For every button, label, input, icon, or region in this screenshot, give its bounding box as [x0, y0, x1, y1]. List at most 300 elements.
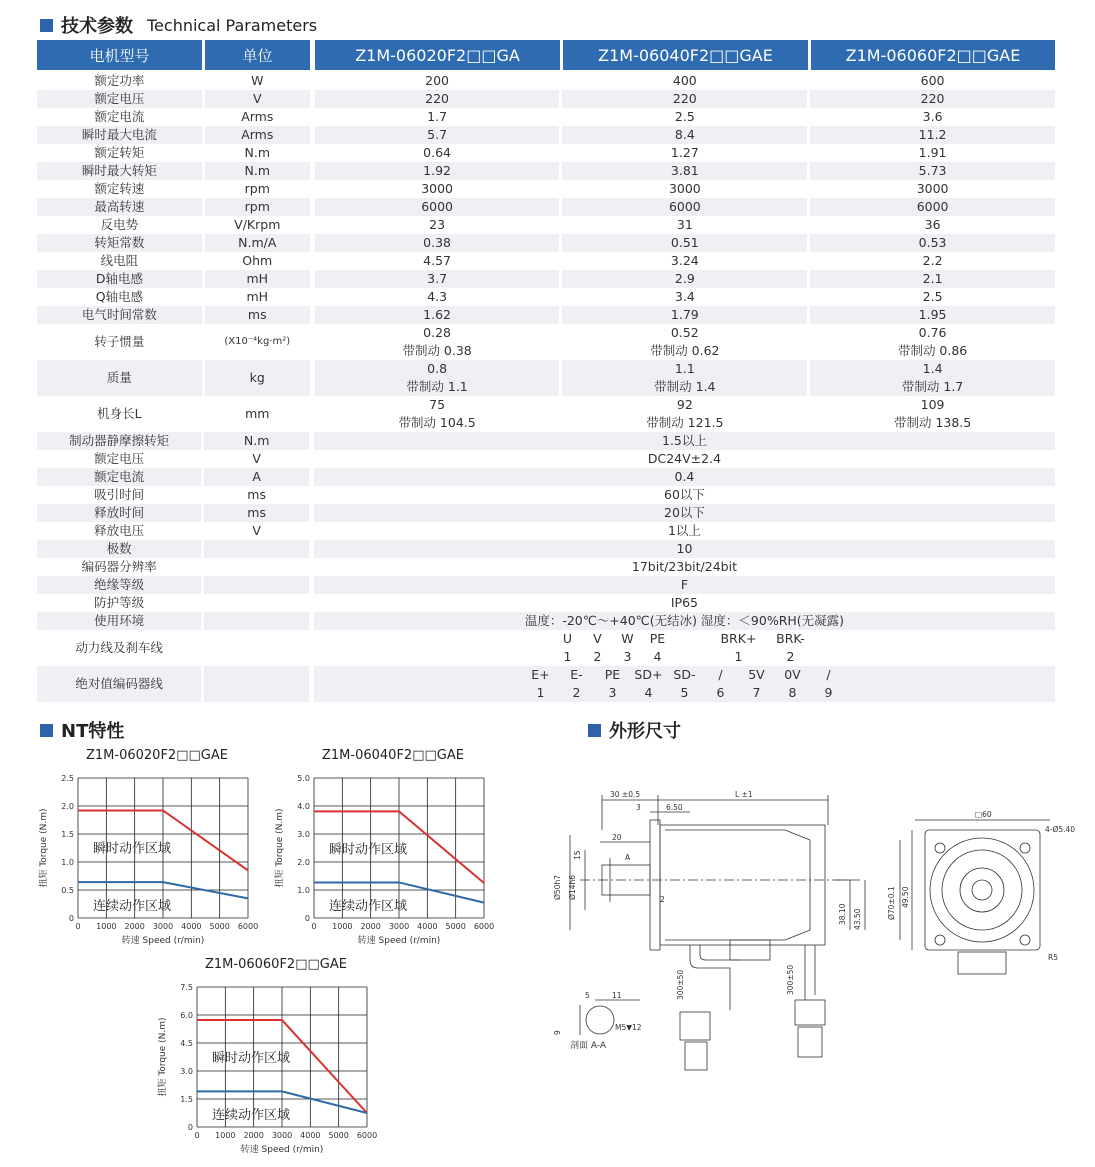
param-value: 3.7 [315, 270, 560, 288]
param-value: 0.64 [315, 144, 560, 162]
param-value: 36 [810, 216, 1055, 234]
param-name: Q轴电感 [37, 288, 202, 306]
table-row [37, 522, 1055, 540]
param-unit: W [205, 72, 310, 90]
param-name: 最高转速 [37, 198, 202, 216]
param-value [810, 360, 1055, 396]
y-tick-label: 6.0 [180, 1011, 193, 1020]
table-row [37, 306, 1055, 324]
svg-text:L ±1: L ±1 [735, 790, 753, 799]
param-name: 释放电压 [37, 522, 201, 540]
param-unit: N.m/A [205, 234, 310, 252]
x-tick-label: 2000 [360, 922, 380, 931]
zone-label-peak: 瞬时动作区域 [93, 840, 171, 856]
param-unit: mH [205, 288, 310, 306]
param-value: 2.5 [562, 108, 807, 126]
pin-label: V [582, 630, 612, 648]
title-en: Technical Parameters [147, 16, 317, 35]
y-tick-label: 4.5 [180, 1039, 193, 1048]
x-tick-label: 4000 [181, 922, 201, 931]
param-value: 3.81 [562, 162, 807, 180]
param-value [562, 324, 807, 360]
param-unit: N.m [204, 432, 309, 450]
param-value: 1.7 [315, 108, 560, 126]
param-value: 1.27 [562, 144, 807, 162]
y-tick-label: 2.0 [297, 858, 310, 867]
zone-label-continuous: 连续动作区域 [93, 898, 171, 914]
front-view [900, 820, 1050, 974]
chart-svg [272, 768, 500, 958]
svg-text:30 ±0.5: 30 ±0.5 [610, 790, 640, 799]
table-row [37, 360, 1055, 396]
svg-text:43.50: 43.50 [853, 908, 862, 930]
param-name: 吸引时间 [37, 486, 201, 504]
dimension-drawing [540, 780, 1080, 1080]
y-tick-label: 2.0 [61, 802, 74, 811]
param-value [810, 396, 1055, 432]
param-unit: ms [204, 486, 309, 504]
svg-text:Ø70±0.1: Ø70±0.1 [887, 886, 896, 920]
pin-map [314, 630, 1055, 666]
table-row [37, 432, 1055, 450]
pin-number: 8 [774, 684, 810, 702]
chart-svg [36, 768, 264, 958]
param-unit: kg [205, 360, 310, 396]
param-value: 4.3 [315, 288, 560, 306]
param-value-shared: DC24V±2.4 [314, 450, 1055, 468]
param-name: 额定功率 [37, 72, 202, 90]
x-tick-label: 1000 [332, 922, 352, 931]
table-row [37, 486, 1055, 504]
pin-label: / [810, 666, 846, 684]
y-axis-label: 扭矩 Torque (N.m) [156, 1017, 168, 1096]
y-tick-label: 5.0 [297, 774, 310, 783]
pin-label: / [702, 666, 738, 684]
pin-label: 5V [738, 666, 774, 684]
table-row [37, 162, 1055, 180]
svg-text:3: 3 [636, 803, 641, 812]
x-tick-label: 2000 [124, 922, 144, 931]
pin-row [552, 648, 816, 666]
pin-number: 7 [738, 684, 774, 702]
pin-number: 1 [522, 684, 558, 702]
table-row [37, 612, 1055, 630]
nt-chart-06020 [36, 746, 264, 956]
param-value: 11.2 [810, 126, 1055, 144]
param-name: 质量 [37, 360, 202, 396]
svg-text:300±50: 300±50 [676, 970, 685, 1000]
value-main: 0.76 [919, 324, 947, 342]
zone-label-continuous: 连续动作区域 [329, 898, 407, 914]
x-tick-label: 4000 [417, 922, 437, 931]
table-row [37, 540, 1055, 558]
param-unit: N.m [205, 144, 310, 162]
svg-text:5: 5 [585, 991, 590, 1000]
param-value: 0.51 [562, 234, 807, 252]
x-tick-label: 5000 [328, 1131, 348, 1140]
svg-text:9: 9 [553, 1030, 562, 1035]
x-tick-label: 1000 [96, 922, 116, 931]
param-name: 瞬时最大转矩 [37, 162, 202, 180]
pin-number: 3 [612, 648, 642, 666]
param-name: 制动器静摩擦转矩 [37, 432, 201, 450]
param-value: 3.4 [562, 288, 807, 306]
param-name: D轴电感 [37, 270, 202, 288]
param-unit [204, 594, 309, 612]
y-axis-label: 扭矩 Torque (N.m) [273, 808, 285, 887]
pin-label: PE [594, 666, 630, 684]
col-model-2: Z1M-06040F2□□GAE [563, 40, 808, 70]
x-axis-label: 转速 Speed (r/min) [358, 934, 441, 946]
param-value: 6000 [562, 198, 807, 216]
table-row [37, 72, 1055, 90]
col-model-3: Z1M-06060F2□□GAE [811, 40, 1055, 70]
pin-label: PE [642, 630, 672, 648]
param-value: 6000 [315, 198, 560, 216]
table-row [37, 108, 1055, 126]
param-name: 额定转速 [37, 180, 202, 198]
table-row [37, 234, 1055, 252]
param-value-shared: 0.4 [314, 468, 1055, 486]
table-row [37, 450, 1055, 468]
chart-title: Z1M-06020F2□□GAE [86, 748, 228, 763]
svg-text:□60: □60 [975, 810, 992, 819]
param-value-shared: F [314, 576, 1055, 594]
param-unit: V [204, 450, 309, 468]
param-unit: rpm [205, 180, 310, 198]
param-value: 3000 [315, 180, 560, 198]
pin-number: 4 [642, 648, 672, 666]
x-tick-label: 0 [311, 922, 316, 931]
param-value: 2.5 [810, 288, 1055, 306]
table-row [37, 216, 1055, 234]
chart-title: Z1M-06040F2□□GAE [322, 748, 464, 763]
param-value [315, 324, 560, 360]
table-row [37, 324, 1055, 360]
y-tick-label: 4.0 [297, 802, 310, 811]
param-value: 2.9 [562, 270, 807, 288]
param-value-shared: 温度：-20℃～+40℃(无结冰) 湿度：＜90%RH(无凝露) [314, 612, 1055, 630]
value-brake: 带制动 1.7 [902, 378, 963, 396]
param-value: 400 [562, 72, 807, 90]
table-row [37, 126, 1055, 144]
value-main: 1.4 [923, 360, 943, 378]
x-tick-label: 2000 [243, 1131, 263, 1140]
param-value: 3.6 [810, 108, 1055, 126]
pin-number: 6 [702, 684, 738, 702]
param-value: 600 [810, 72, 1055, 90]
title-cn: 技术参数 [61, 12, 133, 38]
dims-title-text: 外形尺寸 [609, 717, 681, 743]
param-unit: V/Krpm [205, 216, 310, 234]
svg-text:11: 11 [612, 991, 622, 1000]
table-row [37, 504, 1055, 522]
param-unit [204, 540, 309, 558]
table-row [37, 576, 1055, 594]
value-brake: 带制动 0.62 [650, 342, 719, 360]
pin-label: BRK- [764, 630, 816, 648]
table-row [37, 198, 1055, 216]
param-value: 220 [810, 90, 1055, 108]
spec-table-header [37, 40, 1055, 70]
svg-text:300±50: 300±50 [786, 965, 795, 995]
zone-label-peak: 瞬时动作区域 [212, 1050, 290, 1066]
y-tick-label: 2.5 [61, 774, 74, 783]
section-marker [40, 19, 53, 32]
x-tick-label: 5000 [445, 922, 465, 931]
spec-table-body [37, 72, 1055, 702]
svg-text:49.50: 49.50 [901, 886, 910, 908]
param-unit [204, 576, 309, 594]
y-tick-label: 0 [188, 1123, 193, 1132]
param-value: 3000 [562, 180, 807, 198]
param-value-shared: 60以下 [314, 486, 1055, 504]
param-value: 1.79 [562, 306, 807, 324]
param-unit [204, 666, 309, 702]
svg-text:R5: R5 [1048, 953, 1058, 962]
param-name: 使用环境 [37, 612, 201, 630]
param-name: 额定电流 [37, 468, 201, 486]
pin-label: U [552, 630, 582, 648]
param-value [562, 360, 807, 396]
x-tick-label: 4000 [300, 1131, 320, 1140]
pin-number: 1 [712, 648, 764, 666]
param-unit: (X10⁻⁴kg·m²) [205, 324, 310, 360]
dims-title [588, 717, 681, 743]
param-unit [204, 630, 309, 666]
param-name: 绝对值编码器线 [37, 666, 201, 702]
svg-text:剖面 A-A: 剖面 A-A [570, 1039, 607, 1051]
pin-label [672, 630, 712, 648]
x-axis-label: 转速 Speed (r/min) [241, 1143, 324, 1155]
param-value: 3.24 [562, 252, 807, 270]
param-name: 释放时间 [37, 504, 201, 522]
param-value [562, 396, 807, 432]
param-value: 1.95 [810, 306, 1055, 324]
nt-title [40, 717, 124, 743]
pin-label: W [612, 630, 642, 648]
param-value: 220 [315, 90, 560, 108]
x-tick-label: 0 [194, 1131, 199, 1140]
col-model: 电机型号 [37, 40, 202, 70]
param-unit: N.m [205, 162, 310, 180]
svg-text:2: 2 [660, 895, 665, 904]
table-row [37, 90, 1055, 108]
value-brake: 带制动 1.1 [406, 378, 467, 396]
param-value: 0.38 [315, 234, 560, 252]
param-unit [204, 612, 309, 630]
pin-label: 0V [774, 666, 810, 684]
svg-text:M5▼12: M5▼12 [615, 1023, 642, 1032]
param-unit: V [205, 90, 310, 108]
svg-text:15: 15 [573, 850, 582, 860]
value-brake: 带制动 138.5 [894, 414, 971, 432]
section-marker [588, 724, 601, 737]
param-name: 反电势 [37, 216, 202, 234]
y-tick-label: 1.0 [61, 858, 74, 867]
pin-number: 2 [558, 684, 594, 702]
param-unit [204, 558, 309, 576]
param-name: 转矩常数 [37, 234, 202, 252]
y-tick-label: 1.5 [61, 830, 74, 839]
pin-number [672, 648, 712, 666]
pin-number: 1 [552, 648, 582, 666]
x-tick-label: 6000 [238, 922, 258, 931]
table-row-encoder_line [37, 666, 1055, 702]
param-value-shared: 17bit/23bit/24bit [314, 558, 1055, 576]
param-unit: Arms [205, 126, 310, 144]
pin-label: E+ [522, 666, 558, 684]
param-name: 动力线及刹车线 [37, 630, 201, 666]
param-unit: mm [205, 396, 310, 432]
param-unit: ms [205, 306, 310, 324]
table-row [37, 288, 1055, 306]
x-tick-label: 1000 [215, 1131, 235, 1140]
param-name: 防护等级 [37, 594, 201, 612]
param-unit: Ohm [205, 252, 310, 270]
svg-text:6.50: 6.50 [666, 803, 683, 812]
param-name: 线电阻 [37, 252, 202, 270]
x-tick-label: 0 [75, 922, 80, 931]
param-value: 220 [562, 90, 807, 108]
param-value: 8.4 [562, 126, 807, 144]
nt-chart-06040 [272, 746, 500, 956]
pin-number: 5 [666, 684, 702, 702]
param-value: 1.91 [810, 144, 1055, 162]
table-row [37, 396, 1055, 432]
param-name: 极数 [37, 540, 201, 558]
value-main: 1.1 [675, 360, 695, 378]
y-tick-label: 3.0 [297, 830, 310, 839]
param-value: 2.2 [810, 252, 1055, 270]
x-axis-label: 转速 Speed (r/min) [122, 934, 205, 946]
param-value: 5.7 [315, 126, 560, 144]
x-tick-label: 3000 [389, 922, 409, 931]
param-name: 额定电压 [37, 450, 201, 468]
value-brake: 带制动 0.86 [898, 342, 967, 360]
param-value-shared: 1以上 [314, 522, 1055, 540]
pin-row [522, 666, 846, 684]
param-value-shared: 10 [314, 540, 1055, 558]
nt-title-text: NT特性 [61, 717, 124, 743]
table-row [37, 252, 1055, 270]
param-value: 23 [315, 216, 560, 234]
pin-row [522, 684, 846, 702]
param-value-shared: 1.5以上 [314, 432, 1055, 450]
param-name: 编码器分辨率 [37, 558, 201, 576]
table-row [37, 270, 1055, 288]
y-tick-label: 0 [305, 914, 310, 923]
section-marker [40, 724, 53, 737]
pin-label: SD- [666, 666, 702, 684]
value-main: 109 [921, 396, 945, 414]
pin-number: 2 [582, 648, 612, 666]
pin-number: 9 [810, 684, 846, 702]
pin-label: E- [558, 666, 594, 684]
value-brake: 带制动 0.38 [402, 342, 471, 360]
svg-text:38.10: 38.10 [838, 903, 847, 925]
param-value-shared: 20以下 [314, 504, 1055, 522]
param-value: 4.57 [315, 252, 560, 270]
table-row [37, 180, 1055, 198]
param-value [315, 360, 560, 396]
param-value: 3000 [810, 180, 1055, 198]
x-tick-label: 3000 [272, 1131, 292, 1140]
value-brake: 带制动 104.5 [398, 414, 475, 432]
value-main: 75 [429, 396, 445, 414]
param-value [315, 396, 560, 432]
pin-row [552, 630, 816, 648]
param-unit: rpm [205, 198, 310, 216]
nt-chart-06060 [155, 955, 383, 1165]
table-row [37, 594, 1055, 612]
x-tick-label: 5000 [209, 922, 229, 931]
param-value: 1.92 [315, 162, 560, 180]
param-name: 转子惯量 [37, 324, 202, 360]
param-value: 200 [315, 72, 560, 90]
value-main: 0.8 [427, 360, 447, 378]
zone-label-continuous: 连续动作区域 [212, 1107, 290, 1123]
drawing-labels [553, 790, 1075, 1051]
y-tick-label: 3.0 [180, 1067, 193, 1076]
pin-map [314, 666, 1055, 702]
param-value [810, 324, 1055, 360]
svg-text:A: A [625, 853, 631, 862]
pin-label: SD+ [630, 666, 666, 684]
param-value: 2.1 [810, 270, 1055, 288]
y-tick-label: 7.5 [180, 983, 193, 992]
svg-text:20: 20 [612, 833, 622, 842]
col-unit: 单位 [205, 40, 310, 70]
param-value: 0.53 [810, 234, 1055, 252]
table-row [37, 468, 1055, 486]
y-tick-label: 0.5 [61, 886, 74, 895]
pin-number: 2 [764, 648, 816, 666]
pin-label: BRK+ [712, 630, 764, 648]
table-row [37, 144, 1055, 162]
svg-text:4-Ø5.40: 4-Ø5.40 [1045, 825, 1075, 834]
param-unit: V [204, 522, 309, 540]
param-unit: Arms [205, 108, 310, 126]
param-value: 6000 [810, 198, 1055, 216]
param-name: 额定电流 [37, 108, 202, 126]
y-tick-label: 0 [69, 914, 74, 923]
param-name: 瞬时最大电流 [37, 126, 202, 144]
svg-text:Ø14h6: Ø14h6 [568, 875, 577, 900]
col-model-1: Z1M-06020F2□□GA [315, 40, 560, 70]
x-tick-label: 6000 [474, 922, 494, 931]
x-tick-label: 3000 [153, 922, 173, 931]
svg-text:Ø50h7: Ø50h7 [553, 875, 562, 900]
table-row-power_line [37, 630, 1055, 666]
zone-label-peak: 瞬时动作区域 [329, 841, 407, 857]
table-row [37, 558, 1055, 576]
y-tick-label: 1.0 [297, 886, 310, 895]
param-unit: A [204, 468, 309, 486]
chart-title: Z1M-06060F2□□GAE [205, 957, 347, 972]
param-unit: mH [205, 270, 310, 288]
value-main: 0.52 [671, 324, 699, 342]
pin-number: 3 [594, 684, 630, 702]
param-value: 1.62 [315, 306, 560, 324]
param-name: 绝缘等级 [37, 576, 201, 594]
value-main: 0.28 [423, 324, 451, 342]
y-tick-label: 1.5 [180, 1095, 193, 1104]
value-brake: 带制动 1.4 [654, 378, 715, 396]
pin-number: 4 [630, 684, 666, 702]
param-name: 额定转矩 [37, 144, 202, 162]
param-name: 额定电压 [37, 90, 202, 108]
